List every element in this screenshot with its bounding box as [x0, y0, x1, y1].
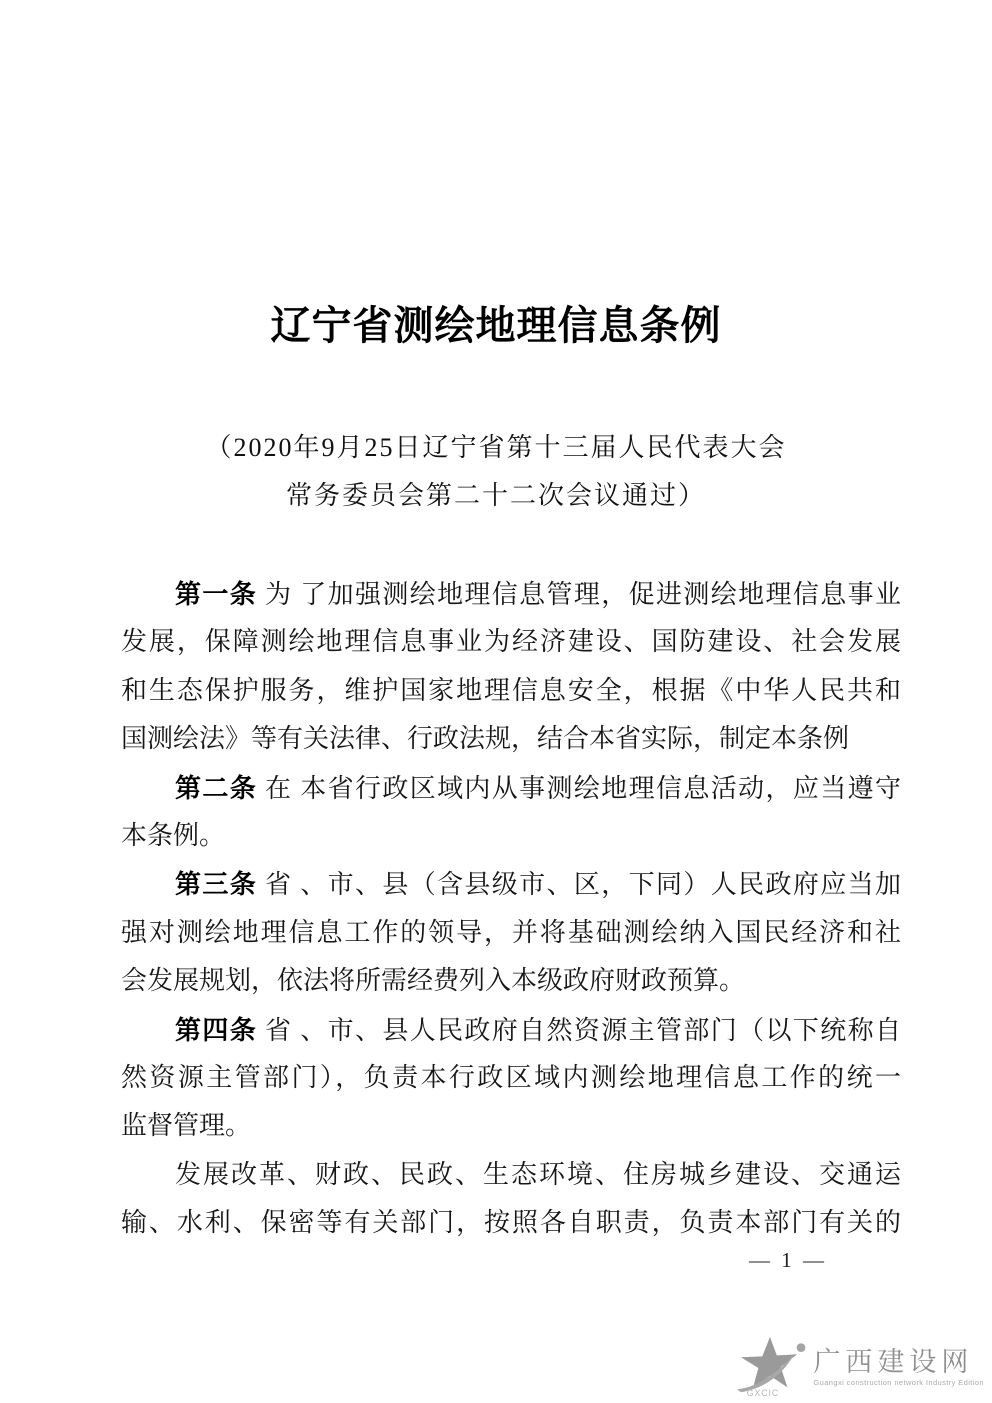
body-line: 国测绘法》等有关法律、行政法规，结合本省实际，制定本条例	[121, 724, 850, 754]
body-line: 然资源主管部门），负责本行政区域内测绘地理信息工作的统一	[121, 1062, 901, 1092]
article-number: 第四条	[175, 1014, 258, 1045]
body-line: 第三条 省 、市、县（含县级市、区，下同）人民政府应当加	[175, 869, 901, 900]
body-line: 第一条 为 了加强测绘地理信息管理，促进测绘地理信息事业	[175, 579, 901, 609]
article-number: 第二条	[175, 772, 258, 803]
body-line: 第四条 省 、市、县人民政府自然资源主管部门（以下统称自	[175, 1014, 901, 1045]
star-icon	[731, 1335, 809, 1399]
body-line: 发展改革、财政、民政、生态环境、住房城乡建设、交通运	[175, 1159, 901, 1189]
document-title: 辽宁省测绘地理信息条例	[270, 304, 722, 348]
body-line: 发展，保障测绘地理信息事业为经济建设、国防建设、社会发展	[121, 627, 901, 657]
watermark-logo	[731, 1335, 984, 1399]
document-subtitle	[0, 424, 992, 520]
logo-mark: GXCIC	[747, 1388, 780, 1399]
article-number: 第三条	[175, 869, 258, 900]
subtitle-line-2: 常务委员会第二十二次会议通过）	[285, 481, 706, 510]
body-line: 监督管理。	[121, 1111, 252, 1141]
body-line: 输、水利、保密等有关部门，按照各自职责，负责本部门有关的	[121, 1208, 901, 1238]
subtitle-line-1: （2020年9月25日辽宁省第十三届人民代表大会	[205, 433, 787, 462]
article-number: 第一条	[175, 579, 258, 609]
logo-name: 广西建设网	[813, 1346, 974, 1377]
body-line: 本条例。	[121, 820, 226, 850]
body-line: 和生态保护服务，维护国家地理信息安全，根据《中华人民共和	[121, 675, 901, 705]
logo-tagline: Guangxi construction network Industry Edition	[813, 1377, 984, 1387]
page-number: — 1 —	[749, 1248, 827, 1272]
body-line: 强对测绘地理信息工作的领导，并将基础测绘纳入国民经济和社	[121, 917, 901, 947]
body-line: 第二条 在 本省行政区域内从事测绘地理信息活动，应当遵守	[175, 772, 901, 803]
body-line: 会发展规划，依法将所需经费列入本级政府财政预算。	[121, 966, 746, 996]
document-body	[121, 570, 901, 1247]
